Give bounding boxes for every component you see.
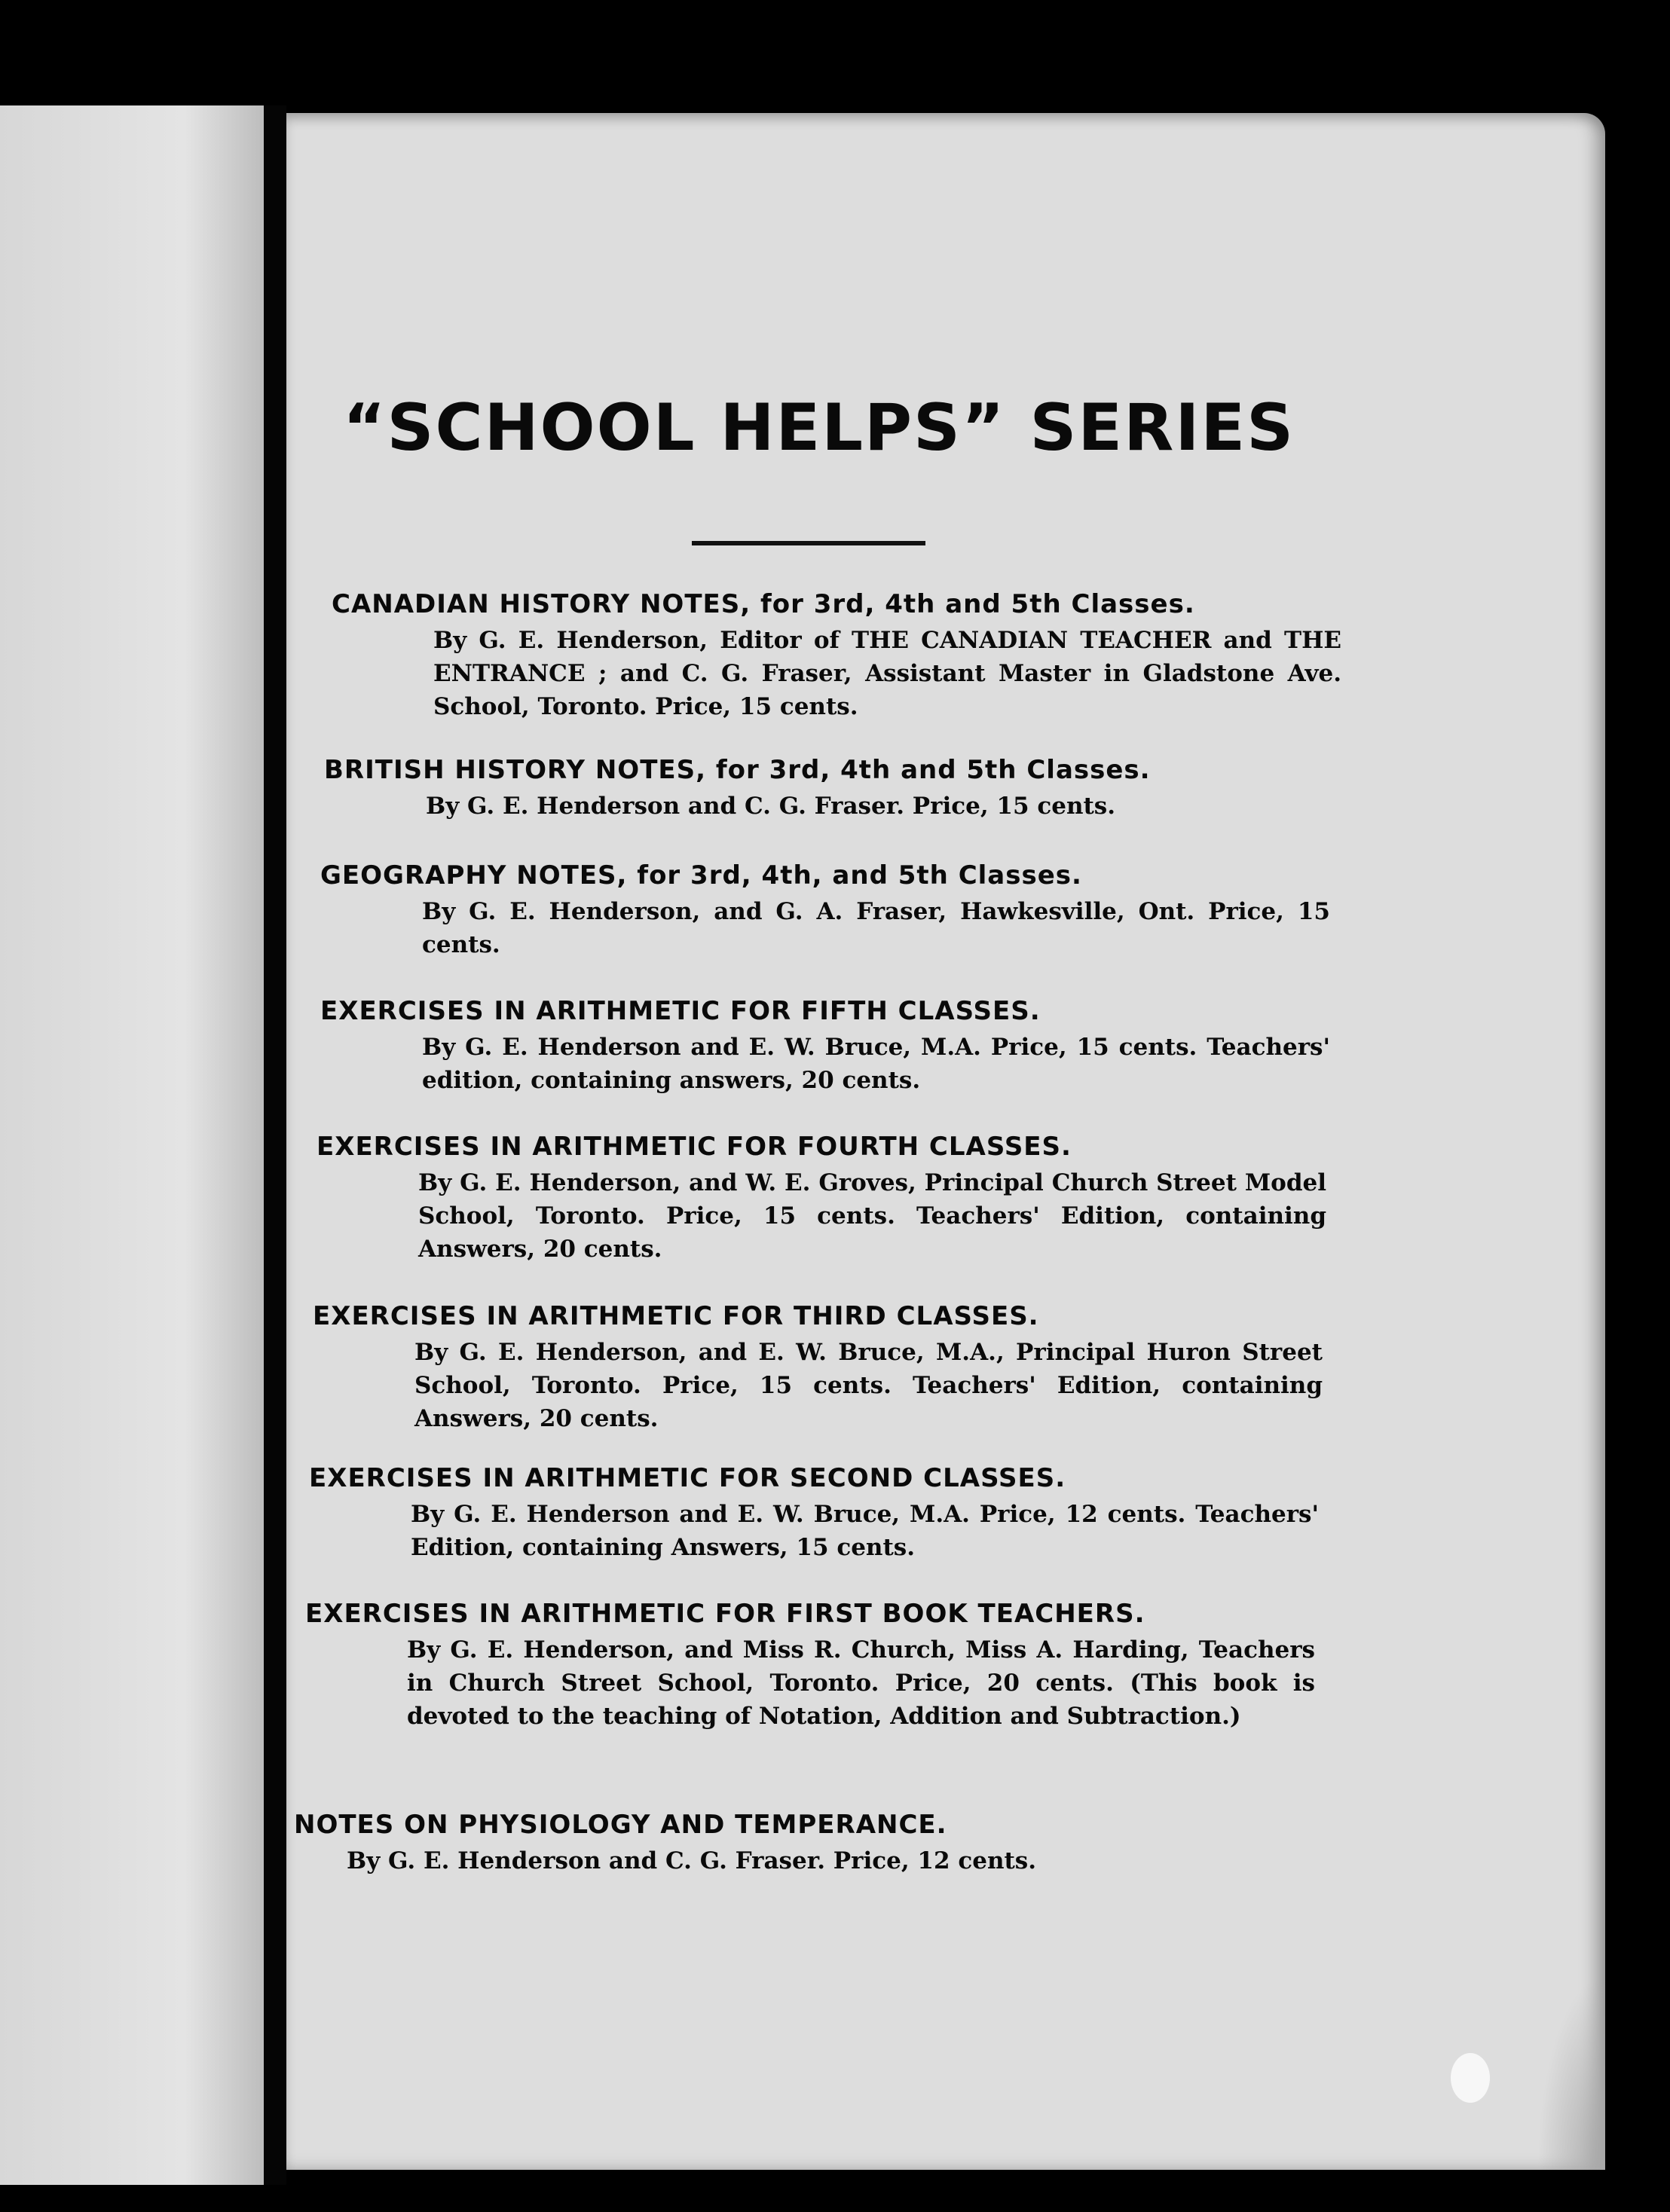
list-item	[305, 1597, 1315, 1733]
entry-body: By G. E. Henderson and C. G. Fraser. Price, 12 cents.	[347, 1847, 1037, 1874]
entry-heading: EXERCISES IN ARITHMETIC FOR FIFTH CLASSES.	[320, 996, 1041, 1026]
list-item	[320, 994, 1330, 1097]
list-item	[317, 1130, 1326, 1266]
list-item	[294, 1808, 1304, 1877]
entry-heading: CANADIAN HISTORY NOTES, for 3rd, 4th and 5th Classes.	[332, 589, 1195, 619]
list-item	[324, 753, 1334, 823]
list-item	[332, 588, 1341, 723]
entry-heading: GEOGRAPHY NOTES, for 3rd, 4th, and 5th Classes.	[320, 860, 1082, 891]
entry-heading: EXERCISES IN ARITHMETIC FOR FIRST BOOK TEACHERS.	[305, 1599, 1145, 1629]
entry-body: By G. E. Henderson and C. G. Fraser. Price, 15 cents.	[426, 793, 1116, 820]
entry-heading: BRITISH HISTORY NOTES, for 3rd, 4th and 5th Classes.	[324, 755, 1151, 785]
entry-body: By G. E. Henderson, and G. A. Fraser, Hawkesville, Ont. Price, 15 cents.	[422, 898, 1330, 958]
list-item	[309, 1462, 1319, 1564]
entry-body: By G. E. Henderson, and Miss R. Church, Miss A. Harding, Teachers in Church Street School, Toronto. Price, 20 cents. (This book is devoted to the teaching of Notation, Addition and Subtraction.)	[407, 1636, 1315, 1730]
entry-heading: EXERCISES IN ARITHMETIC FOR FOURTH CLASSES.	[317, 1132, 1072, 1162]
entry-heading: EXERCISES IN ARITHMETIC FOR SECOND CLASSES.	[309, 1463, 1066, 1493]
facing-page	[0, 105, 264, 2185]
entry-heading: NOTES ON PHYSIOLOGY AND TEMPERANCE.	[294, 1810, 947, 1840]
entry-body: By G. E. Henderson and E. W. Bruce, M.A. Price, 15 cents. Teachers' edition, containing answers, 20 cents.	[422, 1034, 1330, 1094]
title-rule	[692, 541, 925, 545]
entry-heading: EXERCISES IN ARITHMETIC FOR THIRD CLASSES.	[313, 1301, 1039, 1331]
list-item	[320, 859, 1330, 961]
paper-stain	[1451, 2053, 1490, 2103]
entry-body: By G. E. Henderson and E. W. Bruce, M.A. Price, 12 cents. Teachers' Edition, containing Answers, 15 cents.	[411, 1501, 1319, 1561]
list-item	[313, 1300, 1323, 1435]
page-title: “SCHOOL HELPS” SERIES	[343, 390, 1295, 466]
entry-body: By G. E. Henderson, Editor of THE CANADIAN TEACHER and THE ENTRANCE ; and C. G. Fraser, Assistant Master in Gladstone Ave. School, Toronto. Price, 15 cents.	[433, 627, 1341, 720]
entry-body: By G. E. Henderson, and W. E. Groves, Principal Church Street Model School, Toronto. Price, 15 cents. Teachers' Edition, containing Answers, 20 cents.	[418, 1169, 1326, 1263]
entry-body: By G. E. Henderson, and E. W. Bruce, M.A., Principal Huron Street School, Toronto. Price, 15 cents. Teachers' Edition, containing Answers, 20 cents.	[414, 1339, 1323, 1432]
book-gutter	[264, 105, 286, 2185]
